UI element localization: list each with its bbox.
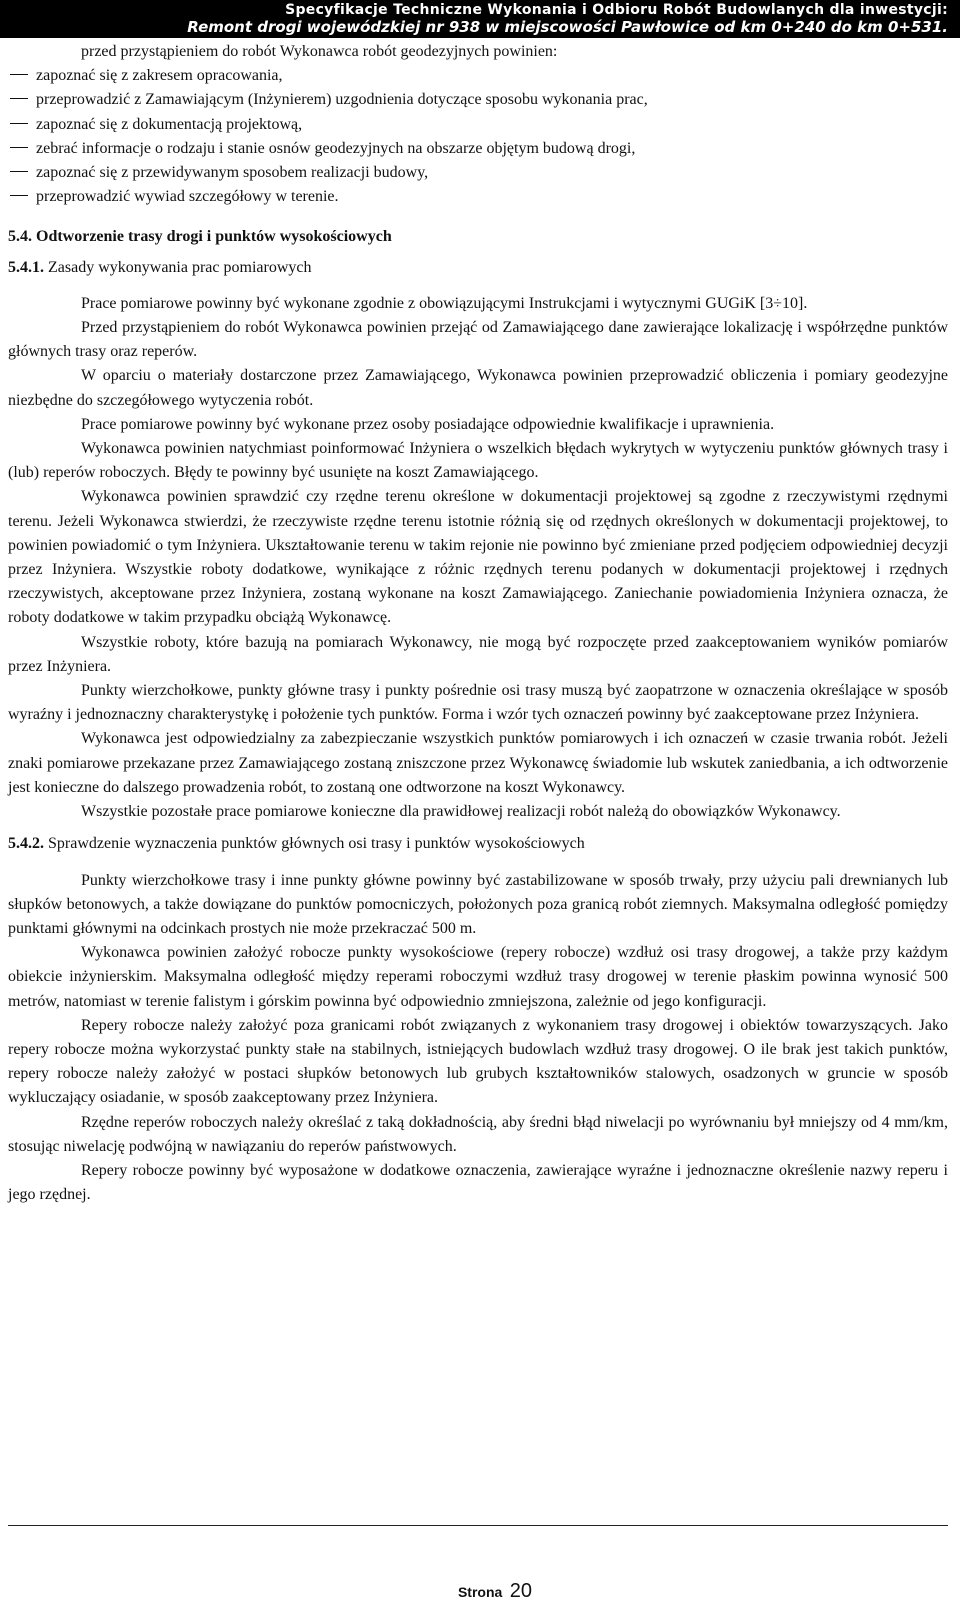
paragraph: Repery robocze powinny być wyposażone w dodatkowe oznaczenia, zawierające wyraźne i jednoznaczne określenie nazwy reperu i jego rzędnej.: [8, 1161, 948, 1204]
paragraph: Repery robocze należy założyć poza granicami robót związanych z wykonaniem trasy drogowej i obiektów towarzyszących. Jako repery robocze można wykorzystać punkty stałe na stabilnych, istniejących budowlach wzdłuż trasy drogowej. O ile brak jest takich punktów, repery robocze należy założyć w postaci słupków betonowych lub grubych kształtowników stalowych, osadzonych w gruncie w sposób wykluczający osiadanie, w sposób zaakceptowany przez Inżyniera.: [8, 1016, 948, 1107]
paragraph: Przed przystąpieniem do robót Wykonawca powinien przejąć od Zamawiającego dane zawierające lokalizację i współrzędne punktów głównych trasy oraz reperów.: [8, 319, 948, 361]
header-title: Specyfikacje Techniczne Wykonania i Odbioru Robót Budowlanych dla inwestycji:: [285, 2, 948, 18]
page-footer: [458, 1580, 532, 1603]
dash-bullet-icon: [10, 74, 28, 75]
paragraph: Prace pomiarowe powinny być wykonane przez osoby posiadające odpowiednie kwalifikacje i uprawnienia.: [81, 415, 775, 433]
section-number: 5.4.1.: [8, 258, 44, 276]
section-title: Zasady wykonywania prac pomiarowych: [44, 258, 312, 276]
paragraph: Prace pomiarowe powinny być wykonane zgodnie z obowiązującymi Instrukcjami i wytycznymi GUGiK [3÷10].: [81, 294, 808, 312]
list-item: przeprowadzić wywiad szczegółowy w terenie.: [8, 185, 948, 209]
paragraph: Punkty wierzchołkowe trasy i inne punkty główne powinny być zastabilizowane w sposób trwały, przy użyciu pali drewnianych lub słupków betonowych, a także dowiązane do punktów pomocniczych, położonych poza granicą robót ziemnych. Maksymalna odległość pomiędzy punktami głównymi na odcinkach prostych nie może przekraczać 500 m.: [8, 871, 948, 937]
list-item: zapoznać się z dokumentacją projektową,: [8, 113, 948, 137]
dash-bullet-icon: [10, 195, 28, 196]
paragraph: Wszystkie roboty, które bazują na pomiarach Wykonawcy, nie mogą być rozpoczęte przed zaakceptowaniem wyników pomiarów przez Inżyniera.: [8, 633, 948, 675]
paragraph: Rzędne reperów roboczych należy określać z taką dokładnością, aby średni błąd niwelacji po wyrównaniu był mniejszy od 4 mm/km, stosując niwelację podwójną w nawiązaniu do reperów państwowych.: [8, 1113, 948, 1155]
section-heading-5-4: 5.4. Odtworzenie trasy drogi i punktów wysokościowych: [8, 228, 392, 246]
intro-paragraph: przed przystąpieniem do robót Wykonawca robót geodezyjnych powinien:: [81, 43, 558, 60]
section-heading-5-4-1: [8, 256, 948, 280]
dash-bullet-icon: [10, 98, 28, 99]
document-header: [0, 0, 960, 38]
footer-divider: [8, 1525, 948, 1526]
paragraph: Punkty wierzchołkowe, punkty główne trasy i punkty pośrednie osi trasy muszą być zaopatrzone w oznaczenia określające w sposób wyraźny i jednoznaczny charakterystykę i położenie tych punktów. Forma i wzór tych oznaczeń powinny być zaakceptowane przez Inżyniera.: [8, 682, 948, 724]
list-item: zapoznać się z zakresem opracowania,: [8, 64, 948, 88]
document-body: [8, 40, 948, 1207]
section-title: Sprawdzenie wyznaczenia punktów głównych osi trasy i punktów wysokościowych: [44, 835, 585, 853]
paragraph: Wszystkie pozostałe prace pomiarowe konieczne dla prawidłowej realizacji robót należą do obowiązków Wykonawcy.: [81, 803, 841, 821]
paragraph: Wykonawca powinien założyć robocze punkty wysokościowe (repery robocze) wzdłuż osi trasy drogowej, a także przy każdym obiekcie inżynierskim. Maksymalna odległość między reperami roboczymi wzdłuż trasy drogowej w terenie płaskim powinna wynosić 500 metrów, natomiast w terenie falistym i górskim powinna być odpowiednio zmniejszona, zależnie od jego konfiguracji.: [8, 944, 948, 1010]
dash-bullet-icon: [10, 123, 28, 124]
header-subtitle: Remont drogi wojewódzkiej nr 938 w miejscowości Pawłowice od km 0+240 do km 0+531.: [187, 18, 948, 36]
paragraph: Wykonawca jest odpowiedzialny za zabezpieczanie wszystkich punktów pomiarowych i ich oznaczeń w czasie trwania robót. Jeżeli znaki pomiarowe przekazane przez Zamawiającego zostaną zniszczone przez Wykonawcę świadomie lub wskutek zaniedbania, a ich odtworzenie jest konieczne do dalszego prowadzenia robót, to zostaną one odtworzone na koszt Wykonawcy.: [8, 730, 948, 796]
list-item: zebrać informacje o rodzaju i stanie osnów geodezyjnych na obszarze objętym budową drogi,: [8, 137, 948, 161]
dash-bullet-icon: [10, 171, 28, 172]
list-item: zapoznać się z przewidywanym sposobem realizacji budowy,: [8, 161, 948, 185]
paragraph: W oparciu o materiały dostarczone przez Zamawiającego, Wykonawca powinien przeprowadzić obliczenia i pomiary geodezyjne niezbędne do szczegółowego wytyczenia robót.: [8, 367, 948, 409]
dash-bullet-icon: [10, 147, 28, 148]
paragraph: Wykonawca powinien sprawdzić czy rzędne terenu określone w dokumentacji projektowej są zgodne z rzeczywistymi rzędnymi terenu. Jeżeli Wykonawca stwierdzi, że rzeczywiste rzędne terenu istotnie różnią się od rzędnych określonych w dokumentacji projektowej, to powinien powiadomić o tym Inżyniera. Ukształtowanie terenu w takim rejonie nie powinno być zmieniane przed podjęciem odpowiedniej decyzji przez Inżyniera. Wszystkie roboty dodatkowe, wynikające z różnic rzędnych terenu podanych w dokumentacji projektowej i rzędnych rzeczywistych, akceptowane przez Inżyniera, zostaną wykonane na koszt Zamawiającego. Zaniechanie powiadomienia Inżyniera oznacza, że roboty dodatkowe w takim przypadku obciążą Wykonawcę.: [8, 488, 948, 627]
list-item: przeprowadzić z Zamawiającym (Inżynierem) uzgodnienia dotyczące sposobu wykonania prac,: [8, 88, 948, 112]
page-label: Strona: [457, 1584, 503, 1600]
section-heading-5-4-2: [8, 832, 948, 856]
prep-list: [8, 64, 948, 209]
page-number: 20: [509, 1580, 532, 1602]
paragraph: Wykonawca powinien natychmiast poinformować Inżyniera o wszelkich błędach wykrytych w wytyczeniu punktów głównych trasy i (lub) reperów roboczych. Błędy te powinny być usunięte na koszt Zamawiającego.: [8, 440, 948, 482]
section-number: 5.4.2.: [8, 835, 44, 853]
